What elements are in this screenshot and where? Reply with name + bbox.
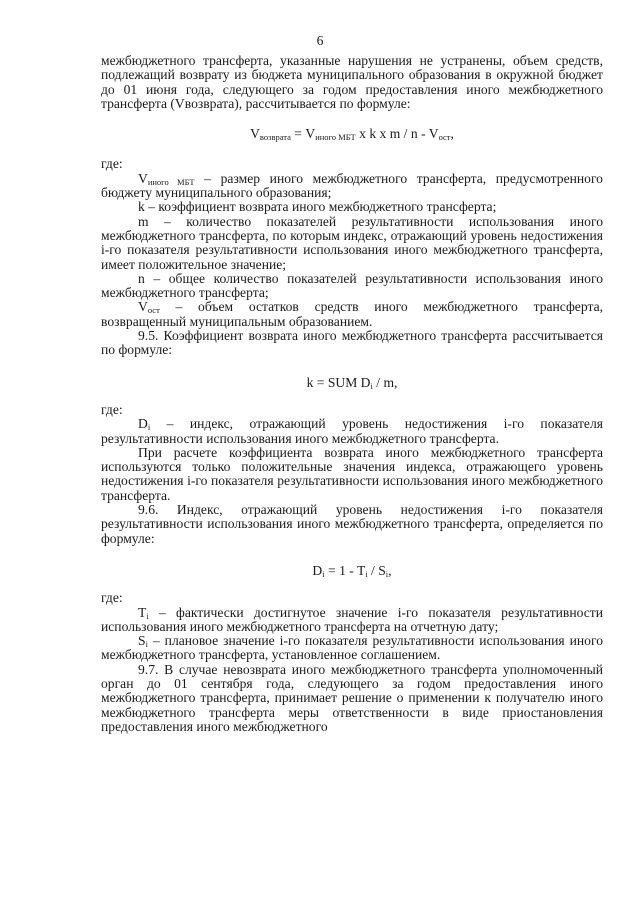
where-label: где: (101, 401, 123, 417)
definition-di: $D_i$ – индекс, отражающий уровень недостижения i-го показателя результативности использования иного межбюджетного трансферта. (101, 416, 603, 446)
definition-k: k – коэффициент возврата иного межбюджетного трансферта; (138, 199, 497, 215)
definition-v-ost: $V_{ост}$ – объем остатков средств иного межбюджетного трансферта, возвращенный муниципальным образованием. (101, 299, 603, 329)
where-label: где: (101, 590, 123, 606)
paragraph-9-7: 9.7. В случае невозврата иного межбюджетного трансферта уполномоченный орган до 01 сентября года, следующего за годом предоставления иного межбюджетного трансферта, принимает решение о применении к получателю иного межбюджетного трансферта меры ответственности в виде приостановления предоставления иного межбюджетного (101, 661, 603, 734)
paragraph-9-5: 9.5. Коэффициент возврата иного межбюджетного трансферта рассчитывается по формуле: (101, 328, 603, 358)
document-body (101, 54, 603, 734)
paragraph-positive-values: При расчете коэффициента возврата иного межбюджетного трансферта используются только положительные значения индекса, отражающего уровень недостижения i-го показателя результативности использования иного межбюджетного трансферта. (101, 444, 603, 503)
formula-refund-volume: $V_{возврата} = V_{иного МБТ}$ x k x m / n - $V_{ост}$, (250, 126, 454, 143)
paragraph-9-6: 9.6. Индекс, отражающий уровень недостижения i-го показателя результативности использования иного межбюджетного трансферта, определяется по формуле: (101, 502, 603, 546)
paragraph-continuation: межбюджетного трансферта, указанные нарушения не устранены, объем средств, подлежащий возврату из бюджета муниципального образования в окружной бюджет до 01 июня года, следующего за годом предоставления иного межбюджетного трансферта (Vвозврата), рассчитывается по формуле: (101, 53, 603, 111)
where-label: где: (101, 156, 123, 172)
definition-n: n – общее количество показателей результативности использования иного межбюджетного трансферта; (101, 270, 603, 301)
definition-v-mbt: $V_{иного МБТ}$ – размер иного межбюджетного трансферта, предусмотренного бюджету муниципального образования; (101, 170, 603, 201)
definition-si: $S_i$ – плановое значение i-го показателя результативности использования иного межбюджетного трансферта, установленное соглашением. (101, 633, 603, 663)
page-number: 6 (316, 33, 324, 48)
formula-coefficient: k = SUM $D_i$ / m, (306, 374, 398, 391)
formula-index: $D_i = 1 - T_i / S_i$, (312, 562, 392, 579)
definition-m: m – количество показателей результативности использования иного межбюджетного трансферта, по которым индекс, отражающий уровень недостижения i-го показателя результативности использования иного межбюджетного трансферта, имеет положительное значение; (101, 213, 603, 272)
definition-ti: $T_i$ – фактически достигнутое значение i-го показателя результативности использования иного межбюджетного трансферта на отчетную дату; (101, 604, 603, 634)
